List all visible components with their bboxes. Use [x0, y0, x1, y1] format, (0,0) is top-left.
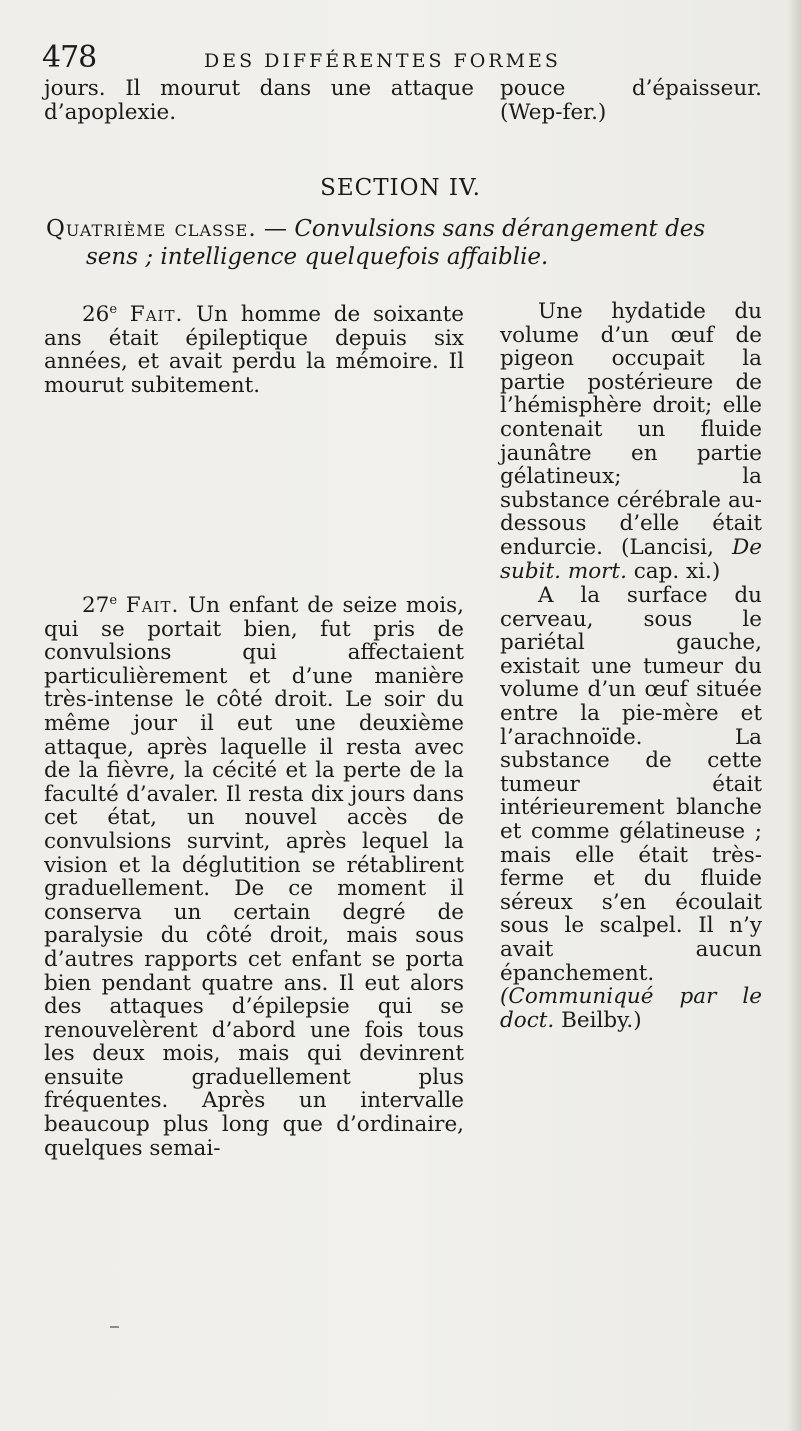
fact-26-number: 26	[82, 302, 110, 327]
observation-27	[500, 584, 762, 1032]
running-title: DES DIFFÉRENTES FORMES	[204, 50, 561, 72]
observation-27-body: A la surface du cerveau, sous le pariétal gauche, existait une tumeur du volume d’un œuf située entre la pie-mère et l’arachnoïde. La substance de cette tumeur était intérieurement blanche et comme gélatineuse ; mais elle était très-ferme et du fluide séreux s’en écoulait sous le scalpel. Il n’y avait aucun épanchement.	[500, 583, 762, 986]
class-dash: —	[264, 216, 287, 242]
class-heading	[46, 215, 762, 271]
observation-26-text	[500, 300, 762, 583]
observation-27-source-italic: (Communiqué par le doct.	[500, 984, 762, 1033]
continuation-right-text: pouce d’épaisseur. (Wep-fer.)	[500, 76, 762, 125]
continuation-left	[44, 77, 474, 124]
fact-27-suffix: e	[109, 593, 118, 608]
fact-26	[44, 298, 464, 397]
fact-26-suffix: e	[109, 302, 118, 317]
observation-26	[500, 300, 762, 583]
fact-26-body: Un homme de soixante ans était épileptique depuis six années, et avait perdu la mémoire. Il mourut subitement.	[44, 302, 464, 398]
fact-27-text	[44, 589, 464, 1160]
observation-26-source-rest: cap. xi.)	[626, 558, 721, 584]
fact-27	[44, 589, 464, 1160]
observation-26-body: Une hydatide du volume d’un œuf de pigeon occupait la partie postérieure de l’hémisphère droit; elle contenait un fluide jaunâtre en partie gélatineux; la substance cérébrale au-dessous d’elle était endurcie. (Lancisi,	[500, 299, 762, 560]
observation-26-source-italic: De subit. mort.	[500, 534, 762, 584]
class-label: Quatrième classe.	[46, 216, 257, 242]
continuation-right	[500, 77, 762, 124]
continuation-left-text: jours. Il mourut dans une attaque d’apoplexie.	[44, 76, 474, 125]
observation-27-source-rest: Beilby.)	[554, 1007, 642, 1033]
specks-mark	[110, 1326, 119, 1328]
page-edge-shadow	[787, 0, 801, 1431]
page-number: 478	[42, 40, 97, 75]
fact-27-label: Fait.	[125, 593, 180, 618]
section-title: SECTION IV.	[320, 175, 481, 201]
fact-26-label: Fait.	[129, 302, 184, 327]
observation-27-text	[500, 584, 762, 1032]
class-title-line1: Convulsions sans dérangement des	[294, 216, 706, 242]
fact-27-body: Un enfant de seize mois, qui se portait bien, fut pris de convulsions qui affectaient particulièrement et d’une manière très-intense le côté droit. Le soir du même jour il eut une deuxième attaque, après laquelle il resta avec de la fièvre, la cécité et la perte de la faculté d’avaler. Il resta dix jours dans cet état, un nouvel accès de convulsions survint, après lequel la vision et la déglutition se rétablirent graduellement. De ce moment il conserva un certain degré de paralysie du côté droit, mais sous d’autres rapports cet enfant se porta bien pendant quatre ans. Il eut alors des attaques d’épilepsie qui se renouvelèrent d’abord une fois tous les deux mois, mais qui devinrent ensuite graduellement plus fréquentes. Après un intervalle beaucoup plus long que d’ordinaire, quelques semai-	[44, 593, 464, 1161]
fact-27-number: 27	[82, 593, 110, 618]
class-title-line2: sens ; intelligence quelquefois affaiblie.	[86, 244, 549, 270]
fact-26-text	[44, 298, 464, 397]
